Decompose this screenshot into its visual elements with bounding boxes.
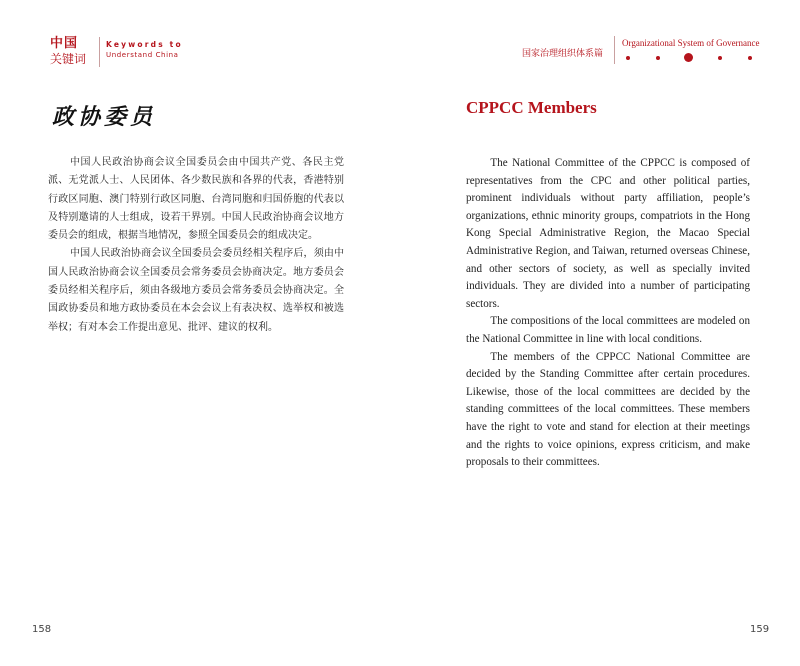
english-body (466, 155, 750, 472)
english-paragraph: The National Committee of the CPPCC is composed of representatives from the CPC and other political parties, prominent individuals without party affiliation, people’s organizations, ethnic minority groups, compatriots in the Hong Kong Special Administrative Region, the Macao Special Administrative Region, and Taiwan, returned overseas Chinese, and other sectors of society, as well as specially invited individuals. They are divided into a number of participating sectors. (466, 157, 750, 310)
brand-english (106, 40, 196, 60)
english-title: CPPCC Members (466, 98, 597, 117)
chinese-paragraph: 中国人民政治协商会议全国委员会由中国共产党、各民主党派、无党派人士、人民团体、各少数民族和各界的代表，香港特别行政区同胞、澳门特别行政区同胞、台湾同胞和归国侨胞的代表以及特别邀请的人士组成，设若干界别。中国人民政治协商会议地方委员会的组成，根据当地情况，参照全国委员会的组成决定。 (48, 157, 344, 242)
brand-en-line2: Understand China (106, 51, 179, 59)
english-paragraph: The compositions of the local committees are modeled on the National Committee in line with local conditions. (466, 315, 750, 345)
brand-divider (99, 37, 100, 67)
brand-chinese (50, 36, 94, 67)
progress-dot (748, 56, 752, 60)
brand-cn-line2: 关键词 (50, 52, 87, 66)
progress-dot-current (684, 53, 693, 62)
brand-cn-line1: 中国 (50, 36, 79, 51)
page-number-right: 159 (750, 624, 770, 635)
section-title-chinese: 国家治理组织体系篇 (522, 49, 604, 59)
section-divider (614, 36, 615, 64)
progress-dot (626, 56, 630, 60)
chinese-title: 政协委员 (52, 104, 157, 130)
progress-dot (656, 56, 660, 60)
chinese-paragraph: 中国人民政治协商会议全国委员会委员经相关程序后，须由中国人民政治协商会议全国委员会常务委员会协商决定。地方委员会委员经相关程序后，须由各级地方委员会常务委员会协商决定。全国政协委员和地方政协委员在本会会议上有表决权、选举权和被选举权；有对本会工作提出意见、批评、建议的权利。 (48, 248, 344, 333)
book-brand-logo (50, 36, 190, 70)
progress-dot (718, 56, 722, 60)
english-paragraph: The members of the CPPCC National Committee are decided by the Standing Committee after certain procedures. Likewise, those of the local committees are decided by the standing committees of the local committees. These members have the right to vote and stand for election at their meetings and the rights to voice opinions, express criticism, and make proposals to their committees. (466, 350, 750, 469)
page-number-left: 158 (32, 624, 52, 635)
section-progress-dots (624, 52, 752, 64)
chinese-body (48, 154, 344, 337)
brand-en-line1: Keywords to (106, 40, 183, 49)
section-title-english: Organizational System of Governance (622, 38, 760, 48)
right-page (400, 0, 800, 666)
